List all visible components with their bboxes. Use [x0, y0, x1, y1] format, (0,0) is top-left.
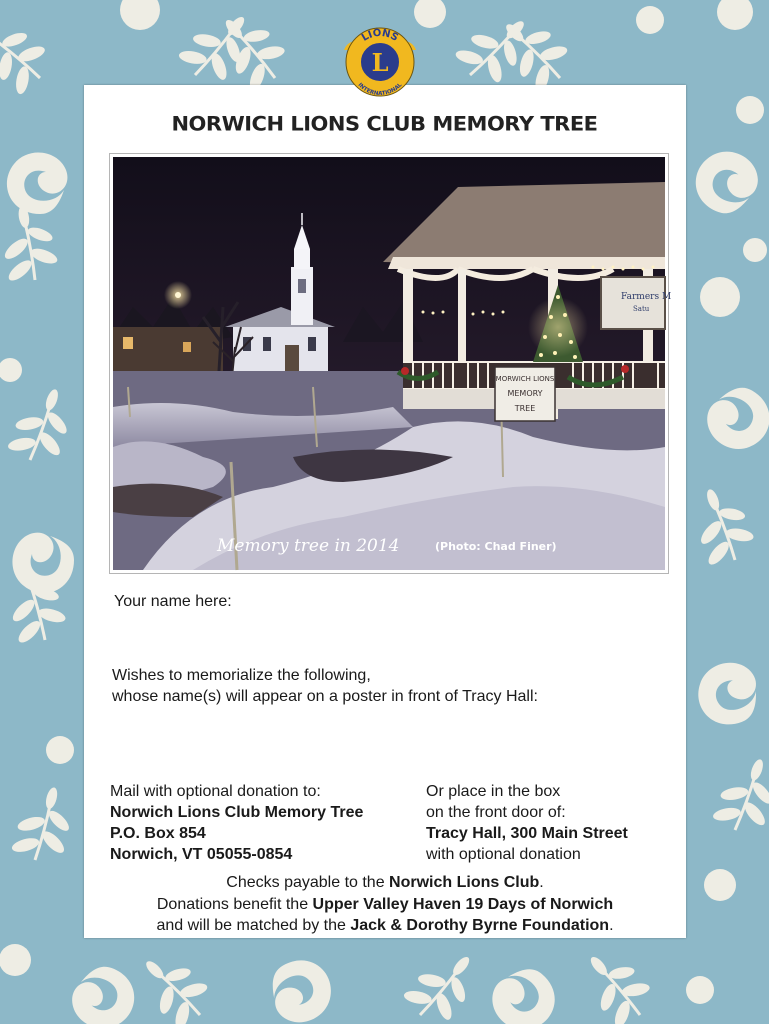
logo-bottom-text: INTERNATIONAL: [356, 82, 404, 98]
sign-line-3: TREE: [514, 404, 536, 413]
sign-line-2: MEMORY: [507, 389, 543, 398]
footer-line-2: [84, 894, 686, 916]
footer-notes: [84, 872, 686, 937]
box-line-3: Tracy Hall, 300 Main Street: [426, 825, 628, 842]
sign-line-1: MORWICH LIONS: [495, 375, 555, 383]
mail-line-2: P.O. Box 854: [110, 825, 206, 842]
lions-club-logo: [342, 20, 418, 106]
memorial-line-2: whose name(s) will appear on a poster in front of Tracy Hall:: [112, 688, 538, 705]
payee-name: Norwich Lions Club: [389, 874, 540, 891]
mail-line-3: Norwich, VT 05055-0854: [110, 846, 293, 863]
photo-credit: (Photo: Chad Finer): [435, 540, 557, 553]
mail-line-1: Norwich Lions Club Memory Tree: [110, 804, 364, 821]
footer-text: .: [539, 874, 544, 891]
foundation-name: Jack & Dorothy Byrne Foundation: [350, 917, 610, 934]
footer-text: .: [609, 917, 614, 934]
footer-text: Donations benefit the: [156, 895, 313, 913]
logo-top-text: LIONS: [359, 27, 401, 44]
box-line-4: with optional donation: [426, 846, 581, 863]
name-label: Your name here:: [114, 593, 232, 610]
footer-line-1: [84, 872, 686, 894]
page-title: NORWICH LIONS CLUB MEMORY TREE: [171, 112, 598, 136]
board-line-1: Farmers M: [621, 292, 672, 302]
board-line-2: Satu: [633, 305, 650, 313]
memorial-line-1: Wishes to memorialize the following,: [112, 667, 371, 684]
mail-heading: Mail with optional donation to:: [110, 783, 321, 800]
box-line-1: Or place in the box: [426, 783, 561, 800]
photo-caption: Memory tree in 2014: [217, 536, 400, 556]
box-line-2: on the front door of:: [426, 804, 566, 821]
footer-line-3: [84, 915, 686, 937]
logo-letter: L: [371, 48, 389, 77]
footer-text: Checks payable to the: [226, 874, 390, 891]
footer-text: and will be matched by the: [156, 917, 351, 934]
memory-tree-photo: [113, 157, 672, 570]
beneficiary-name: Upper Valley Haven 19 Days of Norwich: [312, 895, 614, 913]
